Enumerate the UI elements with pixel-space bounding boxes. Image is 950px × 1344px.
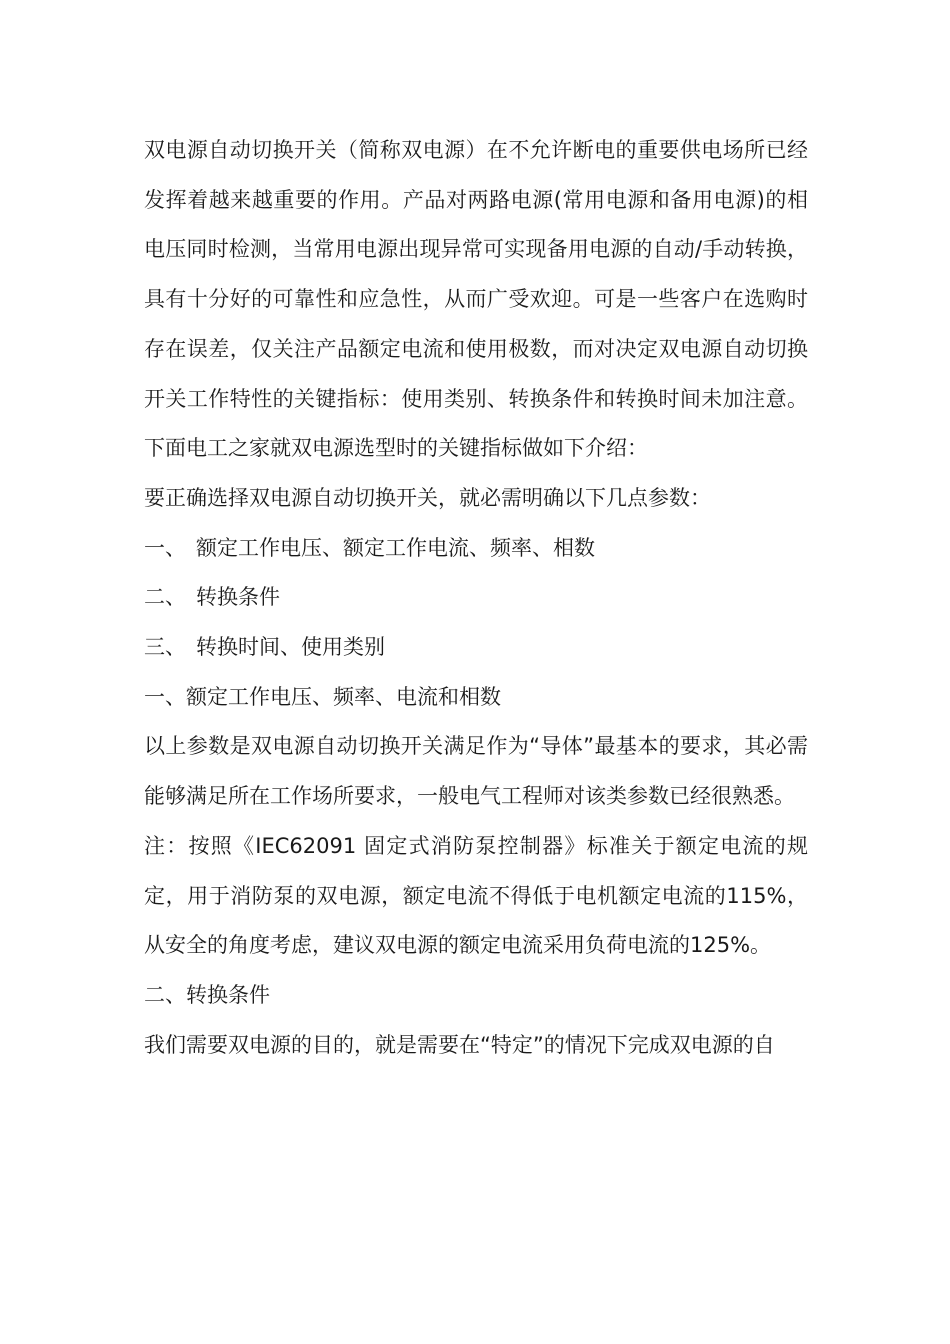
list-item-number: 二、 (144, 585, 186, 610)
section1-note: 注：按照《IEC62091 固定式消防泵控制器》标准关于额定电流的规定，用于消防泵的双电源，额定电流不得低于电机额定电流的115%，从安全的角度考虑，建议双电源的额定电流采用负荷电流的125%。 (144, 833, 808, 958)
list-item (144, 524, 808, 574)
section1-heading: 一、额定工作电压、频率、电流和相数 (144, 684, 501, 709)
list-item (144, 623, 808, 673)
list-item-text: 额定工作电压、额定工作电流、频率、相数 (196, 535, 595, 560)
document-body (144, 126, 808, 1070)
lead-paragraph: 要正确选择双电源自动切换开关，就必需明确以下几点参数： (144, 485, 711, 510)
list-item-text: 转换时间、使用类别 (196, 635, 385, 660)
section2-heading: 二、转换条件 (144, 982, 270, 1007)
list-item-text: 转换条件 (196, 585, 280, 610)
list-item (144, 573, 808, 623)
section2-body: 我们需要双电源的目的，就是需要在“特定”的情况下完成双电源的自 (144, 1032, 775, 1057)
section1-body: 以上参数是双电源自动切换开关满足作为“导体”最基本的要求，其必需能够满足所在工作场所要求，一般电气工程师对该类参数已经很熟悉。 (144, 734, 808, 809)
list-item-number: 一、 (144, 535, 186, 560)
intro-paragraph: 双电源自动切换开关（简称双电源）在不允许断电的重要供电场所已经发挥着越来越重要的作用。产品对两路电源(常用电源和备用电源)的相电压同时检测，当常用电源出现异常可实现备用电源的自动/手动转换，具有十分好的可靠性和应急性，从而广受欢迎。可是一些客户在选购时存在误差，仅关注产品额定电流和使用极数，而对决定双电源自动切换开关工作特性的关键指标：使用类别、转换条件和转换时间未加注意。下面电工之家就双电源选型时的关键指标做如下介绍： (144, 138, 808, 461)
list-item-number: 三、 (144, 635, 186, 660)
